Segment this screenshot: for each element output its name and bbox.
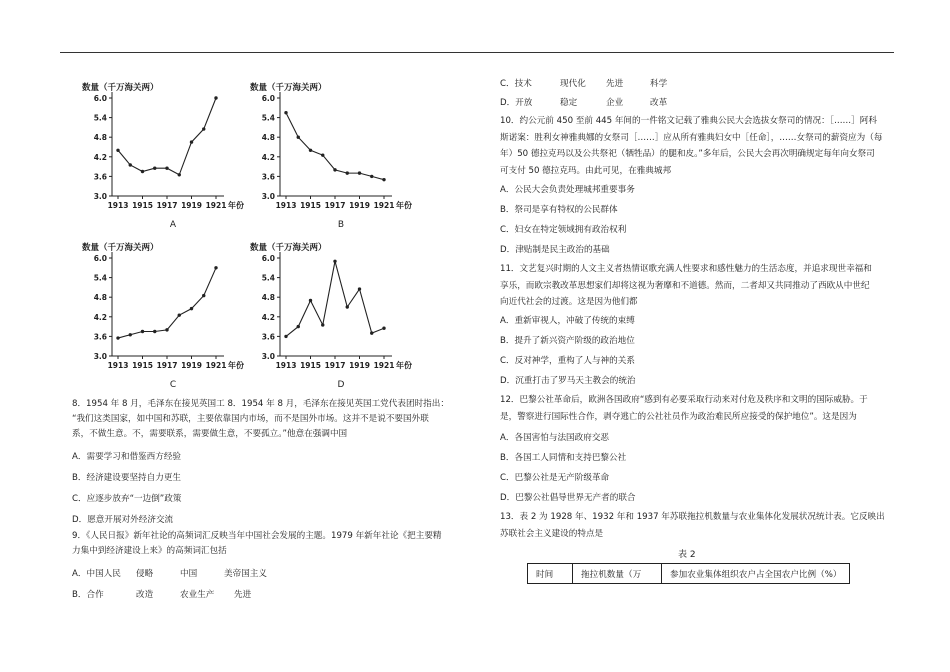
q10-line-2: 斯诺案：胜利女神雅典娜的女祭司［……］应从所有雅典妇女中［任命］，……女祭司的薪资应为（每: [500, 132, 883, 143]
y-tick-label: 3.0: [261, 192, 275, 201]
q13-line-1: 13．表 2 为 1928 年、1932 年和 1937 年苏联拖拉机数量与农业集体化发展状况统计表。它反映出: [500, 512, 885, 522]
q11-option-c[interactable]: C．反对神学，重构了人与神的关系: [500, 356, 635, 366]
q10-option-a[interactable]: A．公民大会负责处理城邦重要事务: [500, 185, 635, 195]
y-tick-label: 3.6: [93, 332, 107, 342]
q9-stem: [72, 529, 442, 559]
x-tick-label: 1913: [275, 361, 297, 370]
q9-option-b[interactable]: [72, 588, 251, 600]
q13-stem: [500, 509, 885, 542]
x-tick-label: 1921: [373, 361, 395, 370]
x-tick-label: 1915: [132, 361, 153, 370]
q11-line-2: 享乐，而欧宗教改革思想家们却将这视为奢靡和不道德。然而，二者却又共同推动了西欧从中世纪: [500, 280, 870, 291]
q8-option-a[interactable]: A．需要学习和借鉴西方经验: [72, 452, 182, 462]
y-tick-label: 4.8: [261, 293, 275, 303]
x-tick-label: 1919: [349, 201, 370, 210]
data-point: [370, 175, 373, 178]
data-point: [346, 305, 349, 308]
series-line: [286, 261, 384, 336]
q12-option-a[interactable]: A．各国害怕与法国政府交恶: [500, 433, 610, 443]
data-point: [382, 327, 385, 330]
table-header-collective: 参加农业集体组织农户占全国农户比例（%）: [662, 564, 850, 584]
y-tick-label: 3.6: [261, 332, 275, 342]
y-tick-label: 5.4: [261, 273, 275, 283]
data-point: [309, 299, 312, 302]
data-point: [165, 167, 168, 170]
q9-d-w3: 企业: [606, 98, 624, 108]
q9-option-a[interactable]: [72, 567, 267, 579]
data-point: [178, 173, 181, 176]
y-tick-label: 4.2: [261, 312, 275, 322]
q9-b-w3: 农业生产: [180, 590, 215, 600]
x-tick-label: 1921: [205, 201, 227, 210]
y-axis-label: 数量（千万海关两）: [82, 83, 159, 93]
y-tick-label: 3.0: [261, 352, 275, 361]
data-point: [297, 136, 300, 139]
data-point: [153, 330, 156, 333]
data-point: [190, 307, 193, 310]
chart-svg: [246, 76, 431, 236]
data-point: [321, 323, 324, 326]
series-line: [118, 98, 216, 175]
q10-line-4: 可支付 50 德拉克玛。由此可见，在雅典城邦: [500, 165, 672, 176]
q9-d-w4: 改革: [650, 98, 668, 108]
q10-line-1: 10．约公元前 450 至前 445 年间的一件铭文记载了雅典公民大会选拔女祭司的情况：［……］阿科: [500, 116, 877, 126]
q9-a-w2: 侵略: [136, 569, 154, 579]
data-point: [153, 167, 156, 170]
x-axis-label: 年份: [228, 361, 244, 370]
y-tick-label: 3.6: [261, 172, 275, 182]
y-tick-label: 5.4: [261, 113, 275, 123]
y-axis-label: 数量（千万海关两）: [82, 243, 159, 253]
table-header-row: [528, 564, 850, 584]
q11-option-b[interactable]: B．提升了新兴资产阶级的政治地位: [500, 336, 635, 346]
q10-option-b[interactable]: B．祭司是享有特权的公民群体: [500, 205, 618, 215]
y-tick-label: 3.6: [93, 172, 107, 182]
data-point: [358, 287, 361, 290]
data-point: [141, 170, 144, 173]
q9-a-w4: 美帝国主义: [224, 569, 267, 579]
x-tick-label: 1921: [373, 201, 395, 210]
q8-line-2: “我们这类国家，如中国和苏联，主要依靠国内市场，而不是国外市场。这并不是说不要国外联: [72, 414, 429, 424]
q9-d-w1: D．开放: [500, 98, 533, 108]
chart-c: [78, 236, 263, 396]
q10-option-c[interactable]: C．妇女在特定领域拥有政治权利: [500, 225, 627, 235]
data-point: [116, 149, 119, 152]
q9-line-2: 力集中到经济建设上来》的高频词汇包括: [72, 546, 227, 556]
x-axis-label: 年份: [396, 361, 412, 370]
data-point: [214, 266, 217, 269]
y-tick-label: 4.8: [93, 133, 107, 143]
data-point: [129, 163, 132, 166]
q11-line-1: 11．文艺复兴时期的人文主义者热情讴歌充满人性要求和感性魅力的生活态度，并追求现世幸福和: [500, 264, 872, 274]
q9-c-w1: C．技术: [500, 79, 532, 89]
x-tick-label: 1913: [107, 201, 129, 210]
q11-stem: [500, 261, 872, 311]
q12-option-d[interactable]: D．巴黎公社倡导世界无产者的联合: [500, 493, 636, 503]
chart-d: [246, 236, 431, 396]
y-tick-label: 3.0: [93, 192, 107, 201]
data-point: [202, 127, 205, 130]
data-point: [178, 313, 181, 316]
q10-option-d[interactable]: D．津贴制是民主政治的基础: [500, 245, 610, 255]
q9-a-w3: 中国: [180, 569, 198, 579]
q9-c-w3: 先进: [606, 79, 624, 89]
data-point: [370, 331, 373, 334]
y-axis-label: 数量（千万海关两）: [250, 243, 327, 253]
q8-line-1: 8．1954 年 8 月，毛泽东在接见英国工 8．1954 年 8 月，毛泽东在接见英国工党代表团时指出：: [72, 399, 449, 409]
y-tick-label: 4.8: [261, 133, 275, 143]
q8-line-3: 系，不做生意。不，需要联系，需要做生意，不要孤立。”他意在强调中国: [72, 429, 348, 439]
q9-a-w1: A．中国人民: [72, 569, 121, 579]
chart-letter: B: [337, 220, 345, 230]
data-point: [333, 260, 336, 263]
x-tick-label: 1919: [349, 361, 370, 370]
table-2-title: 表 2: [678, 550, 696, 560]
q9-option-d[interactable]: [500, 96, 667, 108]
data-point: [202, 294, 205, 297]
y-tick-label: 6.0: [93, 94, 107, 103]
y-tick-label: 6.0: [93, 254, 107, 263]
data-point: [346, 171, 349, 174]
q9-b-w4: 先进: [234, 590, 252, 600]
header-rule: [60, 52, 894, 53]
data-point: [190, 140, 193, 143]
q12-option-b[interactable]: B．各国工人同情和支持巴黎公社: [500, 453, 627, 463]
table-header-tractors: 拖拉机数量（万: [573, 564, 662, 584]
y-tick-label: 4.8: [93, 293, 107, 303]
x-axis-label: 年份: [396, 201, 412, 210]
x-tick-label: 1915: [300, 361, 321, 370]
y-tick-label: 5.4: [93, 113, 107, 123]
y-tick-label: 4.2: [93, 152, 107, 162]
q10-stem: [500, 113, 882, 179]
series-line: [118, 268, 216, 338]
x-tick-label: 1913: [275, 201, 297, 210]
x-tick-label: 1917: [324, 201, 346, 210]
chart-svg: [246, 236, 431, 396]
q11-option-d[interactable]: D．沉重打击了罗马天主教会的统治: [500, 376, 636, 386]
chart-letter: C: [169, 380, 177, 390]
data-point: [284, 111, 287, 114]
q8-option-b[interactable]: B．经济建设要坚持自力更生: [72, 473, 182, 483]
y-tick-label: 4.2: [93, 312, 107, 322]
q9-b-w2: 改造: [136, 590, 154, 600]
chart-svg: [78, 236, 263, 396]
x-tick-label: 1913: [107, 361, 129, 370]
data-point: [165, 328, 168, 331]
q9-c-w4: 科学: [650, 79, 668, 89]
data-point: [141, 330, 144, 333]
data-point: [358, 171, 361, 174]
q12-line-2: 是，警察进行国际性合作，剥夺逃亡的公社社员作为政治难民所应接受的保护地位”。这是因为: [500, 411, 857, 422]
chart-letter: A: [169, 220, 177, 230]
x-tick-label: 1915: [300, 201, 321, 210]
q8-option-c[interactable]: C．应逐步放弃“一边倒”政策: [72, 494, 182, 504]
q13-line-2: 苏联社会主义建设的特点是: [500, 528, 604, 539]
y-tick-label: 6.0: [261, 254, 275, 263]
x-tick-label: 1919: [181, 361, 202, 370]
q8-stem: [72, 397, 449, 442]
y-tick-label: 4.2: [261, 152, 275, 162]
data-point: [382, 178, 385, 181]
q8-option-d[interactable]: D．愿意开展对外经济交流: [72, 515, 174, 525]
q11-option-a[interactable]: A．重新审视人，冲破了传统的束缚: [500, 316, 635, 326]
data-point: [129, 333, 132, 336]
data-point: [116, 336, 119, 339]
q12-option-c[interactable]: C．巴黎公社是无产阶级革命: [500, 473, 610, 483]
table-header-time: 时间: [528, 564, 573, 584]
q12-line-1: 12．巴黎公社革命后，欧洲各国政府“感到有必要采取行动来对付危及秩序和文明的国际威胁。于: [500, 395, 868, 405]
x-tick-label: 1917: [156, 361, 178, 370]
x-tick-label: 1919: [181, 201, 202, 210]
q12-stem: [500, 392, 868, 425]
data-point: [321, 153, 324, 156]
data-point: [214, 96, 217, 99]
x-axis-label: 年份: [228, 201, 244, 210]
y-tick-label: 5.4: [93, 273, 107, 283]
chart-b: [246, 76, 431, 236]
x-tick-label: 1915: [132, 201, 153, 210]
chart-a: [78, 76, 263, 236]
q10-line-3: 年）50 德拉克玛以及公共祭祀（牺牲品）的腿和皮。”多年后，公民大会再次明确规定每年向女祭司: [500, 149, 875, 159]
chart-svg: [78, 76, 263, 236]
q9-d-w2: 稳定: [560, 98, 578, 108]
data-point: [297, 325, 300, 328]
chart-letter: D: [337, 380, 345, 390]
y-tick-label: 6.0: [261, 94, 275, 103]
table-2: [527, 563, 850, 584]
data-point: [309, 149, 312, 152]
x-tick-label: 1917: [156, 201, 178, 210]
data-point: [333, 168, 336, 171]
y-axis-label: 数量（千万海关两）: [250, 83, 327, 93]
q9-option-c[interactable]: [500, 77, 667, 89]
q9-c-w2: 现代化: [560, 79, 586, 89]
q9-line-1: 9．《人民日报》新年社论的高频词汇反映当年中国社会发展的主题。1979 年新年社论《把主要精: [72, 531, 442, 541]
q11-line-3: 向近代社会的过渡。这是因为他们都: [500, 297, 638, 307]
data-point: [284, 335, 287, 338]
x-tick-label: 1917: [324, 361, 346, 370]
x-tick-label: 1921: [205, 361, 227, 370]
q9-b-w1: B．合作: [72, 590, 104, 600]
y-tick-label: 3.0: [93, 352, 107, 361]
